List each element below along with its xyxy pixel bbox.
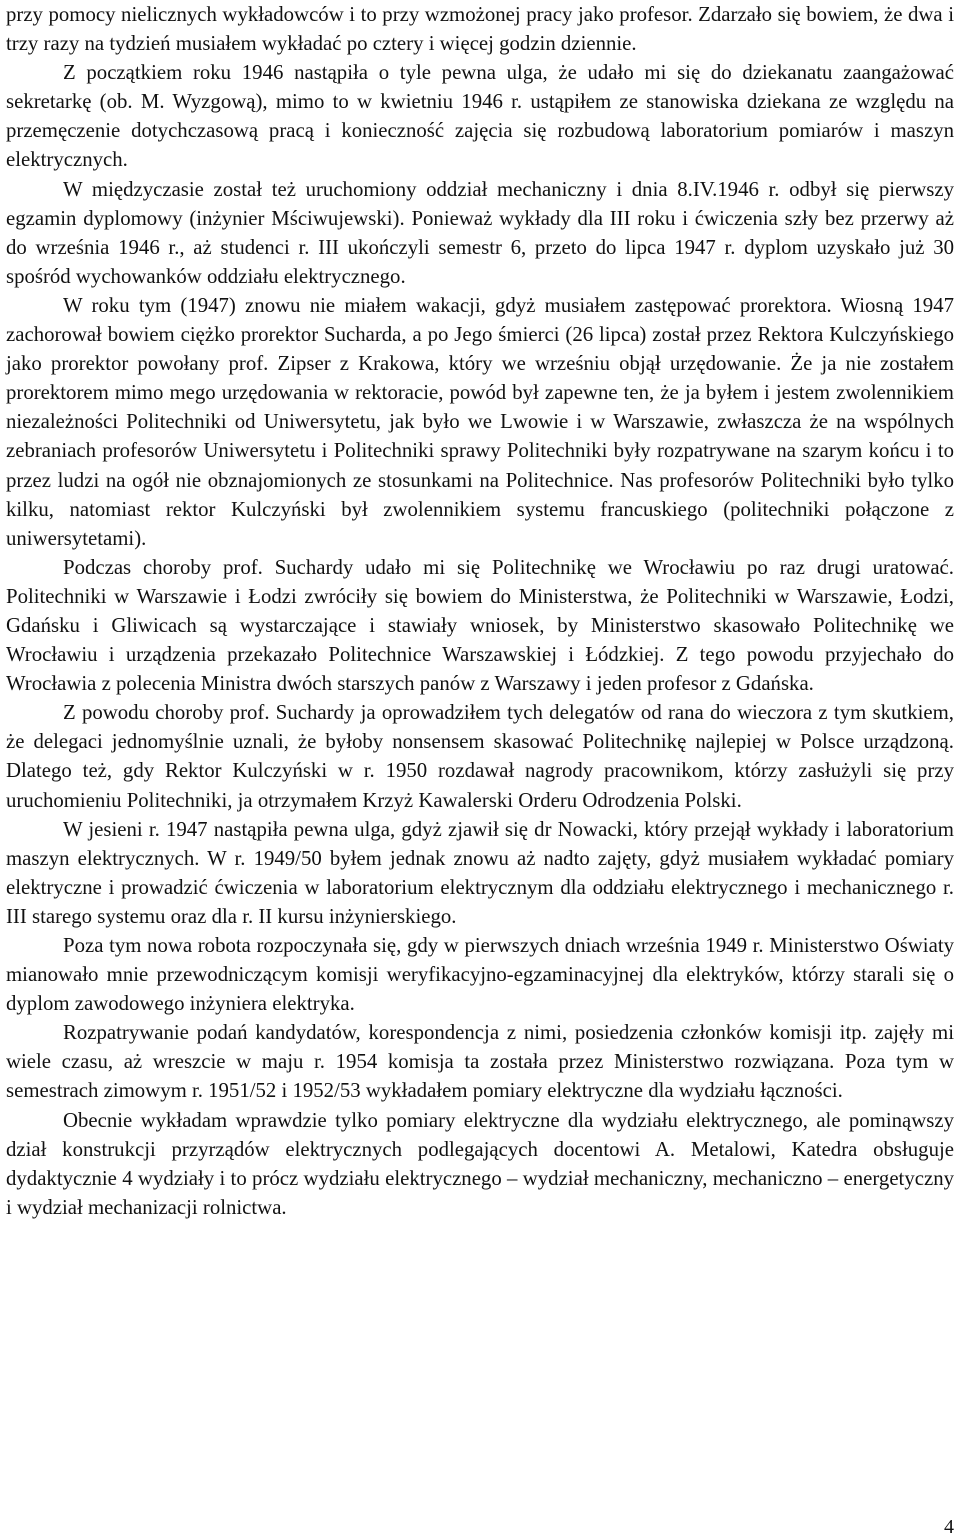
paragraph-9: Rozpatrywanie podań kandydatów, korespondencja z nimi, posiedzenia członków komisji itp. zajęły mi wiele czasu, aż wreszcie w maju r. 1954 komisja ta została przez Ministerstwo rozwiązana. Poza tym w semestrach zimowym r. 1951/52 i 1952/53 wykładałem pomiary elektryczne dla wydziału łączności. — [6, 1021, 954, 1103]
paragraph-8: Poza tym nowa robota rozpoczynała się, gdy w pierwszych dniach września 1949 r. Ministerstwo Oświaty mianowało mnie przewodniczącym komisji weryfikacyjno-egzaminacyjnej dla elektryków, którzy starali się o dyplom zawodowego inżyniera elektryka. — [6, 934, 954, 1016]
paragraph-7: W jesieni r. 1947 nastąpiła pewna ulga, gdyż zjawił się dr Nowacki, który przejął wykłady i laboratorium maszyn elektrycznych. W r. 1949/50 byłem jednak znowu aż nadto zajęty, gdyż musiałem wykładać pomiary elektryczne i prowadzić ćwiczenia w laboratorium elektrycznym dla oddziału elektrycznego i mechanicznego r. III starego systemu oraz dla r. II kursu inżynierskiego. — [6, 817, 954, 928]
page-number: 4 — [944, 1516, 954, 1538]
paragraph-10: Obecnie wykładam wprawdzie tylko pomiary elektryczne dla wydziału elektrycznego, ale pominąwszy dział konstrukcji przyrządów elektrycznych podlegających docentowi A. Metalowi, Katedra obsługuje dydaktycznie 4 wydziały i to prócz wydziału elektrycznego – wydział mechaniczny, mechaniczno – energetyczny i wydział mechanizacji rolnictwa. — [6, 1108, 954, 1219]
paragraph-2: Z początkiem roku 1946 nastąpiła o tyle pewna ulga, że udało mi się do dziekanatu zaangażować sekretarkę (ob. M. Wyzgową), mimo to w kwietniu 1946 r. ustąpiłem ze stanowiska dziekana ze względu na przemęczenie dotychczasową pracą i konieczność zajęcia się rozbudową laboratorium pomiarów i maszyn elektrycznych. — [6, 61, 954, 172]
paragraph-5: Podczas choroby prof. Suchardy udało mi się Politechnikę we Wrocławiu po raz drugi uratować. Politechniki w Warszawie i Łodzi zwróciły się bowiem do Ministerstwa, że Politechniki w Warszawie, Łodzi, Gdańsku i Gliwicach są wystarczające i stawiały wniosek, by Ministerstwo skasowało Politechnikę we Wrocławiu i urządzenia przekazało Politechnice Warszawskiej i Łódzkiej. Z tego powodu przyjechało do Wrocławia z polecenia Ministra dwóch starszych panów z Warszawy i jeden profesor z Gdańska. — [6, 555, 954, 696]
paragraph-4: W roku tym (1947) znowu nie miałem wakacji, gdyż musiałem zastępować prorektora. Wiosną 1947 zachorował bowiem ciężko prorektor Sucharda, a po Jego śmierci (26 lipca) został przez Rektora Kulczyńskiego jako prorektor powołany prof. Zipser z Krakowa, który we wrześniu objął urzędowanie. Że ja nie zostałem prorektorem mimo mego urzędowania w rektoracie, powód był zapewne ten, że ja byłem i jestem zwolennikiem niezależności Politechniki od Uniwersytetu, jak było we Lwowie i w Warszawie, zwłaszcza że na wspólnych zebraniach profesorów Uniwersytetu i Politechniki sprawy Politechniki były rozpatrywane na szarym końcu i to przez ludzi na ogół nie obznajomionych ze stosunkami na Politechnice. Nas profesorów Politechniki było tylko kilku, natomiast rektor Kulczyński był zwolennikiem systemu francuskiego (politechniki połączone z uniwersytetami). — [6, 293, 954, 550]
paragraph-1: przy pomocy nielicznych wykładowców i to przy wzmożonej pracy jako profesor. Zdarzało się bowiem, że dwa i trzy razy na tydzień musiałem wykładać po cztery i więcej godzin dziennie. — [6, 3, 954, 56]
paragraph-6: Z powodu choroby prof. Suchardy ja oprowadziłem tych delegatów od rana do wieczora z tym skutkiem, że delegaci jednomyślnie uznali, że byłoby nonsensem skasować Politechnikę najlepiej w Polsce urządzoną. Dlatego też, gdy Rektor Kulczyński w r. 1950 rozdawał nagrody pracownikom, którzy zasłużyli się przy uruchomieniu Politechniki, ja otrzymałem Krzyż Kawalerski Orderu Odrodzenia Polski. — [6, 701, 954, 812]
paragraph-3: W międzyczasie został też uruchomiony oddział mechaniczny i dnia 8.IV.1946 r. odbył się pierwszy egzamin dyplomowy (inżynier Mściwujewski). Ponieważ wykłady dla III roku i ćwiczenia szły bez przerwy aż do września 1946 r., aż studenci r. III ukończyli semestr 6, przeto do lipca 1947 r. dyplom uzyskało już 30 spośród wychowanków oddziału elektrycznego. — [6, 177, 954, 288]
document-page — [6, 0, 954, 1222]
